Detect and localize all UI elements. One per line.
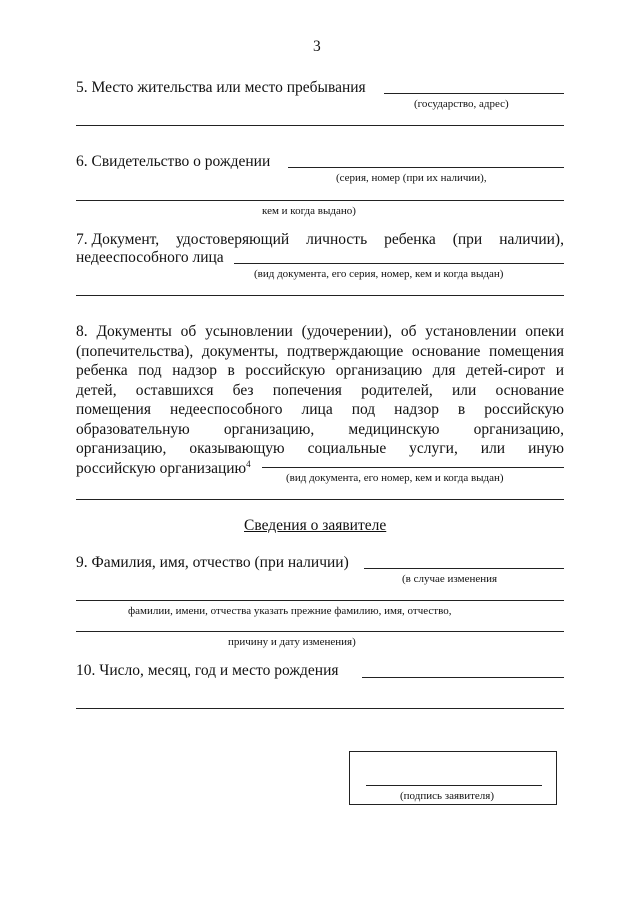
item7-hint: (вид документа, его серия, номер, кем и когда выдан) — [254, 268, 504, 280]
item8-line: (попечительства), документы, подтверждающие основание помещения — [76, 342, 564, 360]
item8-input-line[interactable] — [262, 467, 564, 468]
item5-continuation-line[interactable] — [76, 125, 564, 126]
item7-word: ребенка — [384, 231, 436, 248]
item6-hint1: (серия, номер (при их наличии), — [336, 172, 487, 184]
item9-hint3: причину и дату изменения) — [228, 636, 356, 648]
footnote-marker: 4 — [246, 458, 251, 469]
item9-continuation-line1[interactable] — [76, 600, 564, 601]
item7-word: 7. Документ, — [76, 231, 160, 248]
signature-hint: (подпись заявителя) — [400, 790, 495, 802]
item8-line: 8. Документы об усыновлении (удочерении), об установлении опеки — [76, 323, 564, 340]
item6-input-line[interactable] — [288, 167, 564, 168]
item8-line: помещения недееспособного лица под надзор в российскую — [76, 401, 564, 418]
item9-input-line[interactable] — [364, 568, 564, 569]
item8-line: детей, оставшихся без попечения родителей, или основание — [76, 381, 564, 399]
item5-label: 5. Место жительства или место пребывания — [76, 79, 366, 96]
item8-continuation-line[interactable] — [76, 499, 564, 500]
page-number: 3 — [313, 38, 321, 55]
item10-label: 10. Число, месяц, год и место рождения — [76, 662, 339, 679]
item7-line2: недееспособного лица — [76, 249, 224, 266]
item9-hint2: фамилии, имени, отчества указать прежние фамилию, имя, отчество, — [128, 605, 452, 617]
item5-input-line[interactable] — [384, 93, 564, 94]
item5-hint: (государство, адрес) — [414, 98, 509, 110]
item7-input-line[interactable] — [234, 263, 564, 264]
applicant-section-heading: Сведения о заявителе — [244, 517, 387, 534]
item8-line: ребенка под надзор в российскую организацию для детей-сирот и — [76, 362, 564, 379]
item8-paragraph — [76, 322, 564, 478]
item7-word: наличии), — [499, 231, 564, 248]
item9-hint1: (в случае изменения — [402, 573, 498, 585]
item8-last-line-text: российскую организацию — [76, 459, 247, 477]
item9-continuation-line2[interactable] — [76, 631, 564, 632]
item7-line1 — [76, 230, 564, 250]
item10-continuation-line[interactable] — [76, 708, 564, 709]
item10-input-line[interactable] — [362, 677, 564, 678]
signature-line[interactable] — [366, 785, 542, 786]
item6-hint2: кем и когда выдано) — [262, 205, 356, 217]
item8-line: образовательную организацию, медицинскую организацию, — [76, 420, 564, 438]
item7-word: удостоверяющий — [176, 231, 290, 248]
item6-continuation-line[interactable] — [76, 200, 564, 201]
item8-hint: (вид документа, его номер, кем и когда выдан) — [286, 472, 504, 484]
item7-continuation-line[interactable] — [76, 295, 564, 296]
item6-label: 6. Свидетельство о рождении — [76, 153, 271, 170]
item7-word: (при — [452, 231, 483, 248]
item9-label: 9. Фамилия, имя, отчество (при наличии) — [76, 554, 349, 571]
item7-word: личность — [306, 231, 368, 248]
item8-line: организацию, оказывающую социальные услуги, или иную — [76, 440, 564, 457]
